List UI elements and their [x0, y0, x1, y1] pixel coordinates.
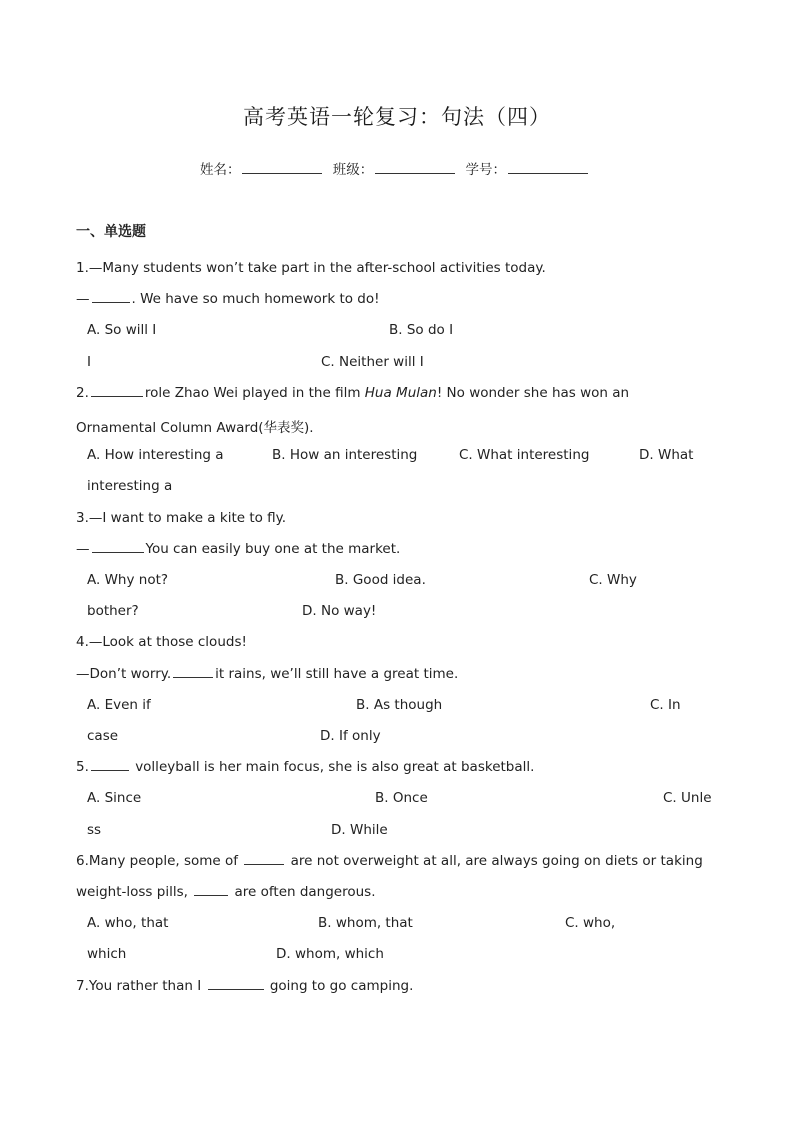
q4-text: it rains, we’ll still have a great time. [215, 666, 459, 682]
q6-text-2: are often dangerous. [234, 884, 376, 900]
q3-option-d[interactable]: D. No way! [302, 603, 377, 619]
student-info-line [0, 158, 794, 178]
q1-text: . We have so much homework to do! [131, 291, 380, 307]
q6-text-pre: 6.Many people, some of [76, 853, 243, 869]
q2-answer-blank[interactable] [91, 385, 143, 397]
q2-film-title: Hua Mulan [364, 385, 437, 401]
q1-option-b[interactable]: B. So do I [389, 322, 454, 338]
q4-option-c-wrap: case [87, 728, 119, 744]
name-blank[interactable] [242, 161, 322, 174]
q6-text: are not overweight at all, are always going on diets or taking [290, 853, 703, 869]
q6-stem [76, 853, 703, 869]
q6-option-b[interactable]: B. whom, that [318, 915, 413, 931]
q6-option-c-wrap: which [87, 946, 127, 962]
q4-option-c[interactable]: C. In [650, 697, 681, 713]
q3-option-b[interactable]: B. Good idea. [335, 572, 426, 588]
q2-option-d-wrap: interesting a [87, 478, 173, 494]
q4-option-d[interactable]: D. If only [320, 728, 381, 744]
id-blank[interactable] [508, 161, 588, 174]
q5-text: volleyball is her main focus, she is also great at basketball. [135, 759, 535, 775]
q6-option-a[interactable]: A. who, that [87, 915, 169, 931]
id-label: 学号： [465, 162, 507, 178]
page-title: 高考英语一轮复习：句法（四） [243, 105, 551, 129]
q5-option-d[interactable]: D. While [331, 822, 388, 838]
q1-option-a[interactable]: A. So will I [87, 322, 157, 338]
q4-option-b[interactable]: B. As though [356, 697, 443, 713]
section-title: 一、单选题 [76, 224, 146, 240]
q3-dash: — [76, 541, 90, 557]
q7-text-pre: 7.You rather than I [76, 978, 206, 994]
q4-text-pre: —Don’t worry. [76, 666, 172, 682]
q1-option-b-wrap: I [87, 354, 91, 370]
q2-stem [76, 385, 629, 401]
q6-answer-blank-1[interactable] [244, 853, 284, 865]
q2-option-b[interactable]: B. How an interesting [272, 447, 418, 463]
q1-answer-blank[interactable] [92, 291, 130, 303]
q2-option-a[interactable]: A. How interesting a [87, 447, 224, 463]
q2-text: role Zhao Wei played in the film [144, 385, 365, 401]
q2-option-c[interactable]: C. What interesting [459, 447, 590, 463]
q3-text: You can easily buy one at the market. [145, 541, 401, 557]
q2-option-d[interactable]: D. What [639, 447, 694, 463]
q7-text: going to go camping. [269, 978, 414, 994]
q1-option-c[interactable]: C. Neither will I [321, 354, 424, 370]
q3-stem: 3.—I want to make a kite to fly. [76, 510, 287, 526]
q6-option-c[interactable]: C. who, [565, 915, 616, 931]
q3-option-a[interactable]: A. Why not? [87, 572, 169, 588]
q2-text-end: ! No wonder she has won an [436, 385, 630, 401]
q4-answer-blank[interactable] [173, 666, 213, 678]
q5-option-b[interactable]: B. Once [375, 790, 428, 806]
q3-stem-2 [76, 541, 400, 557]
class-label: 班级： [332, 162, 374, 178]
q1-dash: — [76, 291, 90, 307]
q1-stem: 1.—Many students won’t take part in the after-school activities today. [76, 260, 546, 276]
q4-stem-2 [76, 666, 458, 682]
q7-stem [76, 978, 413, 994]
q4-stem: 4.—Look at those clouds! [76, 634, 247, 650]
q5-option-c[interactable]: C. Unle [663, 790, 712, 806]
q2-stem-2: Ornamental Column Award(华表奖). [76, 420, 314, 436]
q5-answer-blank[interactable] [91, 759, 129, 771]
q3-option-c-wrap: bother? [87, 603, 139, 619]
q3-option-c[interactable]: C. Why [589, 572, 637, 588]
q3-answer-blank[interactable] [92, 541, 144, 553]
name-label: 姓名： [199, 162, 241, 178]
q6-stem-2 [76, 884, 376, 900]
q6-answer-blank-2[interactable] [194, 884, 228, 896]
q5-option-c-wrap: ss [87, 822, 102, 838]
q5-option-a[interactable]: A. Since [87, 790, 142, 806]
q6-option-d[interactable]: D. whom, which [276, 946, 384, 962]
q6-text-2-pre: weight-loss pills, [76, 884, 193, 900]
q2-number: 2. [76, 385, 89, 401]
q5-stem [76, 759, 534, 775]
q4-option-a[interactable]: A. Even if [87, 697, 151, 713]
class-blank[interactable] [375, 161, 455, 174]
q5-number: 5. [76, 759, 89, 775]
q7-answer-blank[interactable] [208, 978, 264, 990]
q1-stem-2 [76, 291, 380, 307]
